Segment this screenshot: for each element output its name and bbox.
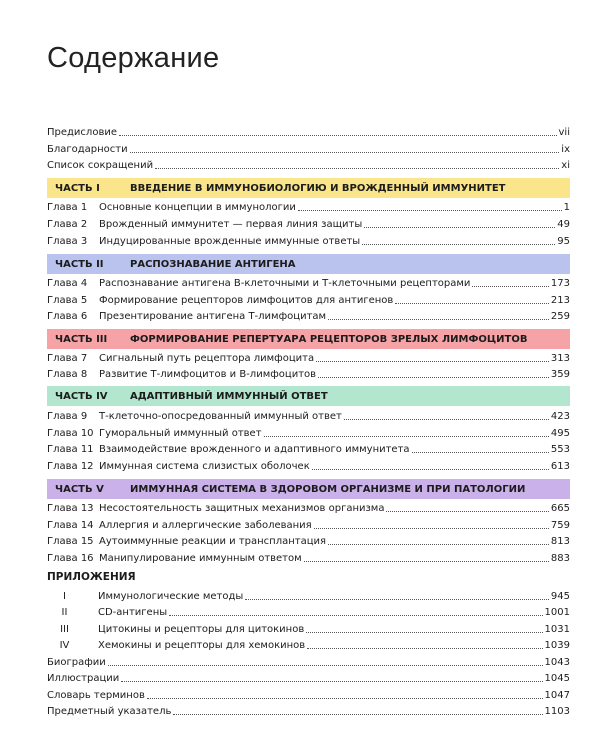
entry-label: Иллюстрации <box>47 673 120 684</box>
appendix-entry[interactable] <box>47 604 570 619</box>
chapter-title: Распознавание антигена В-клеточными и Т-клеточными рецепторами <box>99 278 471 289</box>
chapter-title: Сигнальный путь рецептора лимфоцита <box>99 353 315 364</box>
toc-entry[interactable] <box>47 670 570 685</box>
toc-entry[interactable] <box>47 124 570 139</box>
chapter-entry[interactable] <box>47 216 570 231</box>
chapter-title: Гуморальный иммунный ответ <box>99 428 262 439</box>
page-number: 1047 <box>544 690 570 701</box>
toc-entry[interactable] <box>47 141 570 156</box>
chapter-number: Глава 14 <box>47 520 94 531</box>
chapter-entry[interactable] <box>47 441 570 456</box>
appendix-number: I <box>63 591 66 602</box>
appendix-title: Цитокины и рецепторы для цитокинов <box>98 624 305 635</box>
appendix-entry[interactable] <box>47 588 570 603</box>
page-number: 945 <box>550 591 570 602</box>
chapter-title: Основные концепции в иммунологии <box>99 202 296 213</box>
chapter-title: Аутоиммунные реакции и трансплантация <box>99 536 327 547</box>
chapter-entry[interactable] <box>47 550 570 565</box>
entry-label: Предметный указатель <box>47 706 172 717</box>
page-number: ix <box>561 144 570 155</box>
chapter-number: Глава 10 <box>47 428 94 439</box>
entry-label: Словарь терминов <box>47 690 145 701</box>
page-number: 1103 <box>544 706 570 717</box>
chapter-title: Несостоятельность защитных механизмов организма <box>99 503 385 514</box>
page-number: 173 <box>550 278 570 289</box>
page-number: 213 <box>550 295 570 306</box>
appendices-heading: ПРИЛОЖЕНИЯ <box>47 571 136 583</box>
part-header[interactable] <box>47 178 570 198</box>
chapter-entry[interactable] <box>47 517 570 532</box>
chapter-number: Глава 9 <box>47 411 88 422</box>
part-title: АДАПТИВНЫЙ ИММУННЫЙ ОТВЕТ <box>130 390 328 402</box>
toc-entry[interactable] <box>47 654 570 669</box>
part-header[interactable] <box>47 254 570 274</box>
chapter-number: Глава 1 <box>47 202 88 213</box>
part-label: ЧАСТЬ V <box>55 483 104 495</box>
chapter-title: Т-клеточно-опосредованный иммунный ответ <box>99 411 342 422</box>
page-number: 665 <box>550 503 570 514</box>
chapter-entry[interactable] <box>47 233 570 248</box>
entry-label: Биографии <box>47 657 106 668</box>
page-number: 1031 <box>544 624 570 635</box>
page-number: 1 <box>563 202 570 213</box>
chapter-title: Индуцированные врожденные иммунные ответы <box>99 236 361 247</box>
page-number: xi <box>561 160 570 171</box>
part-title: РАСПОЗНАВАНИЕ АНТИГЕНА <box>130 258 296 270</box>
chapter-title: Взаимодействие врожденного и адаптивного иммунитета <box>99 444 410 455</box>
chapter-number: Глава 15 <box>47 536 94 547</box>
page-number: 95 <box>557 236 570 247</box>
appendix-title: Иммунологические методы <box>98 591 244 602</box>
toc-entry[interactable] <box>47 703 570 718</box>
part-label: ЧАСТЬ I <box>55 182 100 194</box>
page-number: 495 <box>550 428 570 439</box>
part-header[interactable] <box>47 329 570 349</box>
chapter-number: Глава 16 <box>47 553 94 564</box>
appendix-number: IV <box>59 640 70 651</box>
chapter-title: Аллергия и аллергические заболевания <box>99 520 312 531</box>
page-number: 49 <box>557 219 570 230</box>
chapter-entry[interactable] <box>47 533 570 548</box>
chapter-title: Манипулирование иммунным ответом <box>99 553 302 564</box>
chapter-entry[interactable] <box>47 308 570 323</box>
entry-label: Список сокращений <box>47 160 154 171</box>
chapter-entry[interactable] <box>47 350 570 365</box>
chapter-number: Глава 11 <box>47 444 94 455</box>
part-header[interactable] <box>47 479 570 499</box>
chapter-number: Глава 5 <box>47 295 88 306</box>
toc-entry[interactable] <box>47 687 570 702</box>
chapter-number: Глава 3 <box>47 236 88 247</box>
chapter-number: Глава 12 <box>47 461 94 472</box>
part-header[interactable] <box>47 386 570 406</box>
part-label: ЧАСТЬ II <box>55 258 104 270</box>
chapter-entry[interactable] <box>47 275 570 290</box>
page-number: 359 <box>550 369 570 380</box>
part-label: ЧАСТЬ III <box>55 333 108 345</box>
page-number: vii <box>558 127 570 138</box>
page-number: 313 <box>550 353 570 364</box>
chapter-title: Формирование рецепторов лимфоцитов для антигенов <box>99 295 394 306</box>
part-label: ЧАСТЬ IV <box>55 390 108 402</box>
appendix-entry[interactable] <box>47 621 570 636</box>
chapter-number: Глава 8 <box>47 369 88 380</box>
page-number: 259 <box>550 311 570 322</box>
page-number: 553 <box>550 444 570 455</box>
page-title: Содержание <box>47 42 220 74</box>
page-number: 759 <box>550 520 570 531</box>
page-number: 613 <box>550 461 570 472</box>
chapter-number: Глава 6 <box>47 311 88 322</box>
chapter-entry[interactable] <box>47 408 570 423</box>
toc-entry[interactable] <box>47 157 570 172</box>
chapter-number: Глава 7 <box>47 353 88 364</box>
chapter-entry[interactable] <box>47 199 570 214</box>
page-number: 1001 <box>544 607 570 618</box>
entry-label: Предисловие <box>47 127 117 138</box>
chapter-entry[interactable] <box>47 425 570 440</box>
chapter-number: Глава 2 <box>47 219 88 230</box>
part-title: ВВЕДЕНИЕ В ИММУНОБИОЛОГИЮ И ВРОЖДЕННЫЙ ИММУНИТЕТ <box>130 182 506 194</box>
appendix-title: CD-антигены <box>98 607 168 618</box>
appendix-title: Хемокины и рецепторы для хемокинов <box>98 640 306 651</box>
chapter-title: Врожденный иммунитет — первая линия защиты <box>99 219 363 230</box>
part-title: ФОРМИРОВАНИЕ РЕПЕРТУАРА РЕЦЕПТОРОВ ЗРЕЛЫХ ЛИМФОЦИТОВ <box>130 333 528 345</box>
appendix-number: III <box>60 624 69 635</box>
page-number: 813 <box>550 536 570 547</box>
chapter-title: Иммунная система слизистых оболочек <box>99 461 310 472</box>
chapter-title: Развитие Т-лимфоцитов и В-лимфоцитов <box>99 369 317 380</box>
chapter-number: Глава 4 <box>47 278 88 289</box>
appendix-number: II <box>61 607 68 618</box>
chapter-entry[interactable] <box>47 500 570 515</box>
chapter-entry[interactable] <box>47 458 570 473</box>
appendix-entry[interactable] <box>47 637 570 652</box>
page-number: 1045 <box>544 673 570 684</box>
chapter-entry[interactable] <box>47 292 570 307</box>
entry-label: Благодарности <box>47 144 128 155</box>
page-number: 1039 <box>544 640 570 651</box>
page-number: 883 <box>550 553 570 564</box>
chapter-entry[interactable] <box>47 366 570 381</box>
page-number: 423 <box>550 411 570 422</box>
chapter-title: Презентирование антигена Т-лимфоцитам <box>99 311 327 322</box>
part-title: ИММУННАЯ СИСТЕМА В ЗДОРОВОМ ОРГАНИЗМЕ И ПРИ ПАТОЛОГИИ <box>130 483 526 495</box>
page-number: 1043 <box>544 657 570 668</box>
chapter-number: Глава 13 <box>47 503 94 514</box>
